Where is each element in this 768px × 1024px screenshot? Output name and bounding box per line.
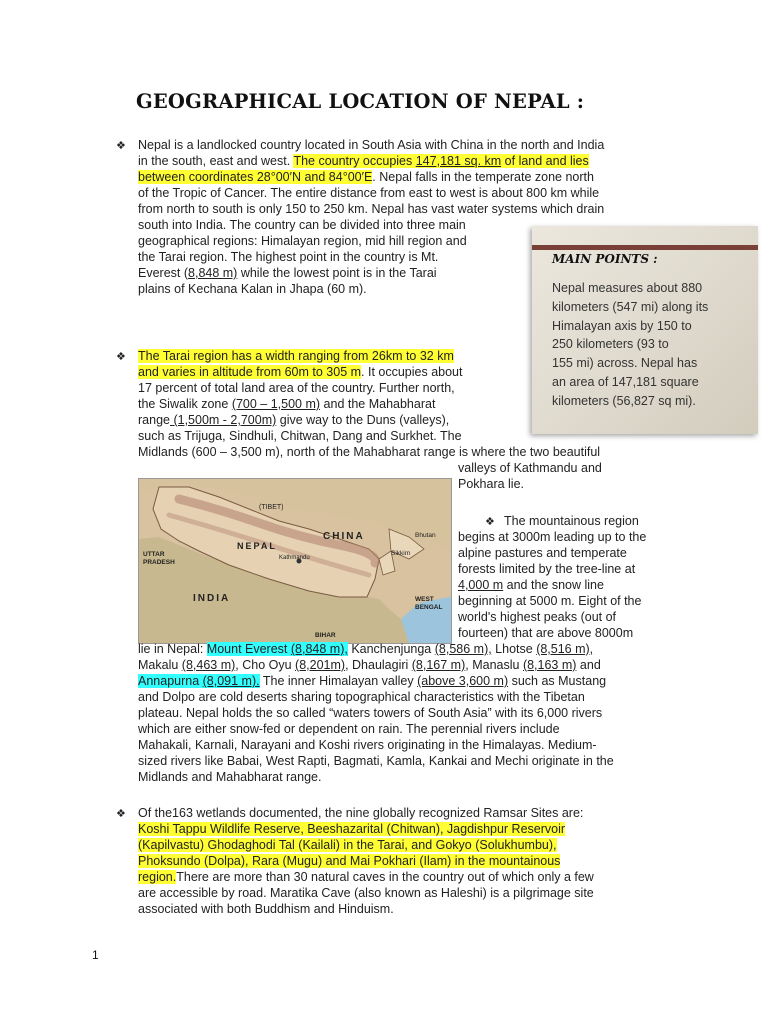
map-label-china: CHINA: [323, 531, 365, 542]
text-line: Koshi Tappu Wildlife Reserve, Beeshazarital (Chitwan), Jagdishpur Reservoir: [138, 822, 566, 836]
text-line: region.There are more than 30 natural caves in the country out of which only a few: [138, 870, 594, 884]
bullet-icon: ❖: [485, 515, 495, 528]
text-line: the Tarai region. The highest point in the country is Mt.: [138, 250, 439, 264]
text-line: sized rivers like Babai, West Rapti, Bagmati, Kamla, Kankai and Mechi originate in the: [138, 754, 614, 768]
map-label-india: INDIA: [193, 593, 231, 604]
map-label-bihar: BIHAR: [315, 632, 336, 639]
box-line: 155 mi) across. Nepal has: [552, 356, 698, 370]
text-line: fourteen) that are above 8000m: [458, 626, 634, 640]
text-line: Makalu (8,463 m), Cho Oyu (8,201m), Dhaulagiri (8,167 m), Manaslu (8,163 m) and: [138, 658, 601, 672]
main-points-box: [532, 226, 758, 434]
page-title: GEOGRAPHICAL LOCATION OF NEPAL :: [136, 90, 585, 113]
page-number: 1: [92, 948, 99, 962]
map-label-tibet: (TIBET): [259, 504, 284, 511]
box-line: 250 kilometers (93 to: [552, 337, 669, 351]
text-line: world's highest peaks (out of: [458, 610, 617, 624]
bullet-icon: ❖: [116, 807, 126, 820]
text-line: Midlands and Mahabharat range.: [138, 770, 322, 784]
text-line: (Kapilvastu) Ghodaghodi Tal (Kailali) in the Tarai, and Gokyo (Solukhumbu),: [138, 838, 557, 852]
text-line: in the south, east and west. The country occupies 147,181 sq. km of land and lies: [138, 154, 589, 168]
text-line: south into India. The country can be divided into three main: [138, 218, 466, 232]
nepal-map-graphic: [139, 479, 451, 643]
text-line: Midlands (600 – 3,500 m), north of the Mahabharat range is where the two beautiful: [138, 445, 601, 459]
map-label-uttar: UTTAR: [143, 551, 165, 558]
text-line: Pokhara lie.: [458, 477, 525, 491]
text-line: from north to south is only 150 to 250 km. Nepal has vast water systems which drain: [138, 202, 605, 216]
box-line: Himalayan axis by 150 to: [552, 319, 692, 333]
text-line: Mahakali, Karnali, Narayani and Koshi rivers originating in the Himalayas. Medium-: [138, 738, 597, 752]
text-line: beginning at 5000 m. Eight of the: [458, 594, 642, 608]
text-line: Phoksundo (Dolpa), Rara (Mugu) and Mai Pokhari (Ilam) in the mountainous: [138, 854, 561, 868]
main-points-heading: MAIN POINTS :: [552, 252, 658, 266]
text-line: The mountainous region: [504, 514, 639, 528]
text-line: such as Trijuga, Sindhuli, Chitwan, Dang and Surkhet. The: [138, 429, 462, 443]
text-line: Nepal is a landlocked country located in South Asia with China in the north and India: [138, 138, 605, 152]
text-line: of the Tropic of Cancer. The entire distance from east to west is about 800 km while: [138, 186, 600, 200]
map-label-sikkim: Sikkim: [391, 550, 411, 557]
text-line: plateau. Nepal holds the so called “waters towers of South Asia” with its 6,000 rivers: [138, 706, 603, 720]
text-line: plains of Kechana Kalan in Jhapa (60 m).: [138, 282, 367, 296]
text-line: Annapurna (8,091 m). The inner Himalayan valley (above 3,600 m) such as Mustang: [138, 674, 607, 688]
map-label-bengal: BENGAL: [415, 604, 443, 611]
map-label-west: WEST: [415, 596, 434, 603]
text-line: geographical regions: Himalayan region, mid hill region and: [138, 234, 467, 248]
nepal-map: [138, 478, 452, 644]
text-line: and varies in altitude from 60m to 305 m. It occupies about: [138, 365, 463, 379]
text-line: alpine pastures and temperate: [458, 546, 627, 560]
map-label-pradesh: PRADESH: [143, 559, 175, 566]
box-line: kilometers (547 mi) along its: [552, 300, 709, 314]
text-line: which are either snow-fed or dependent on rain. The perennial rivers include: [138, 722, 560, 736]
text-line: The Tarai region has a width ranging from 26km to 32 km: [138, 349, 454, 363]
text-line: associated with both Buddhism and Hinduism.: [138, 902, 394, 916]
text-line: 17 percent of total land area of the country. Further north,: [138, 381, 455, 395]
box-accent-bar: [532, 245, 758, 250]
text-line: the Siwalik zone (700 – 1,500 m) and the Mahabharat: [138, 397, 436, 411]
map-label-bhutan: Bhutan: [415, 532, 436, 539]
text-line: Everest (8,848 m) while the lowest point is in the Tarai: [138, 266, 437, 280]
box-line: kilometers (56,827 sq mi).: [552, 394, 696, 408]
text-line: Of the163 wetlands documented, the nine globally recognized Ramsar Sites are:: [138, 806, 584, 820]
box-line: an area of 147,181 square: [552, 375, 699, 389]
text-line: 4,000 m and the snow line: [458, 578, 604, 592]
map-label-nepal: NEPAL: [237, 541, 277, 551]
text-line: begins at 3000m leading up to the: [458, 530, 647, 544]
text-line: range (1,500m - 2,700m) give way to the Duns (valleys),: [138, 413, 450, 427]
text-line: between coordinates 28°00′N and 84°00′E. Nepal falls in the temperate zone north: [138, 170, 594, 184]
text-line: forests limited by the tree-line at: [458, 562, 636, 576]
text-line: are accessible by road. Maratika Cave (also known as Haleshi) is a pilgrimage site: [138, 886, 594, 900]
map-label-kathmandu: Kathmandu: [279, 555, 310, 561]
text-line: and Dolpo are cold deserts sharing topographical characteristics with the Tibetan: [138, 690, 585, 704]
box-line: Nepal measures about 880: [552, 281, 703, 295]
bullet-icon: ❖: [116, 350, 126, 363]
text-line: valleys of Kathmandu and: [458, 461, 602, 475]
bullet-icon: ❖: [116, 139, 126, 152]
text-line: lie in Nepal: Mount Everest (8,848 m), Kanchenjunga (8,586 m), Lhotse (8,516 m),: [138, 642, 594, 656]
